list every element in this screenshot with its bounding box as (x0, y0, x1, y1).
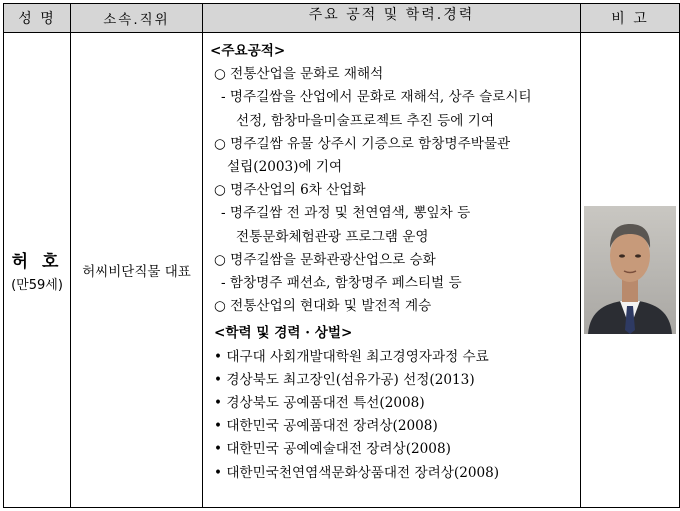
achievement-line: ○ 명주산업의 6차 산업화 (214, 182, 366, 199)
person-age: (만59세) (11, 278, 63, 293)
header-row (4, 4, 680, 33)
career-line: • 대구대 사회개발대학원 최고경영자과정 수료 (214, 348, 489, 365)
name-cell (4, 33, 71, 508)
achievement-line: 설립(2003)에 기여 (227, 159, 343, 176)
career-line: • 대한민국 공예품대전 장려상(2008) (214, 418, 438, 435)
achievement-line: ○ 전통산업을 문화로 재해석 (214, 66, 384, 83)
role-cell (71, 33, 203, 508)
achievement-line: 선정, 함창마을미술프로젝트 추진 등에 기여 (236, 112, 494, 129)
header-note: 비 고 (581, 4, 680, 33)
person-role: 허씨비단직물 대표 (82, 264, 191, 280)
achievement-line: ○ 명주길쌈을 문화관광산업으로 승화 (214, 251, 436, 268)
note-cell (581, 33, 680, 508)
portrait-illustration (584, 206, 676, 334)
achievement-line: - 명주길쌈 전 과정 및 천연염색, 뽕잎차 등 (221, 205, 471, 222)
award-table (3, 3, 680, 508)
achievement-line: - 함창명주 패션쇼, 함창명주 페스티벌 등 (221, 275, 462, 292)
career-title: <학력 및 경력 · 상벌> (214, 325, 353, 342)
main-cell (203, 33, 581, 508)
career-line: • 경상북도 공예품대전 특선(2008) (214, 395, 425, 412)
achievement-line: 전통문화체험관광 프로그램 운영 (236, 228, 429, 245)
portrait-photo (584, 206, 676, 334)
achievement-line: - 명주길쌈을 산업에서 문화로 재해석, 상주 슬로시티 (221, 89, 532, 106)
career-line: • 경상북도 최고장인(섬유가공) 선정(2013) (214, 371, 475, 388)
person-name: 허 호 (11, 252, 63, 272)
achievement-line: ○ 명주길쌈 유물 상주시 기증으로 함창명주박물관 (214, 135, 511, 152)
header-name: 성 명 (4, 4, 71, 33)
achievement-line: ○ 전통산업의 현대화 및 발전적 계승 (214, 298, 432, 315)
career-line: • 대한민국천연염색문화상품대전 장려상(2008) (214, 464, 500, 481)
achievements-title: <주요공적> (210, 43, 286, 59)
career-line: • 대한민국 공예예술대전 장려상(2008) (214, 441, 451, 458)
header-main: 주요 공적 및 학력.경력 (203, 4, 581, 33)
person-row (4, 33, 680, 508)
header-role: 소속.직위 (71, 4, 203, 33)
